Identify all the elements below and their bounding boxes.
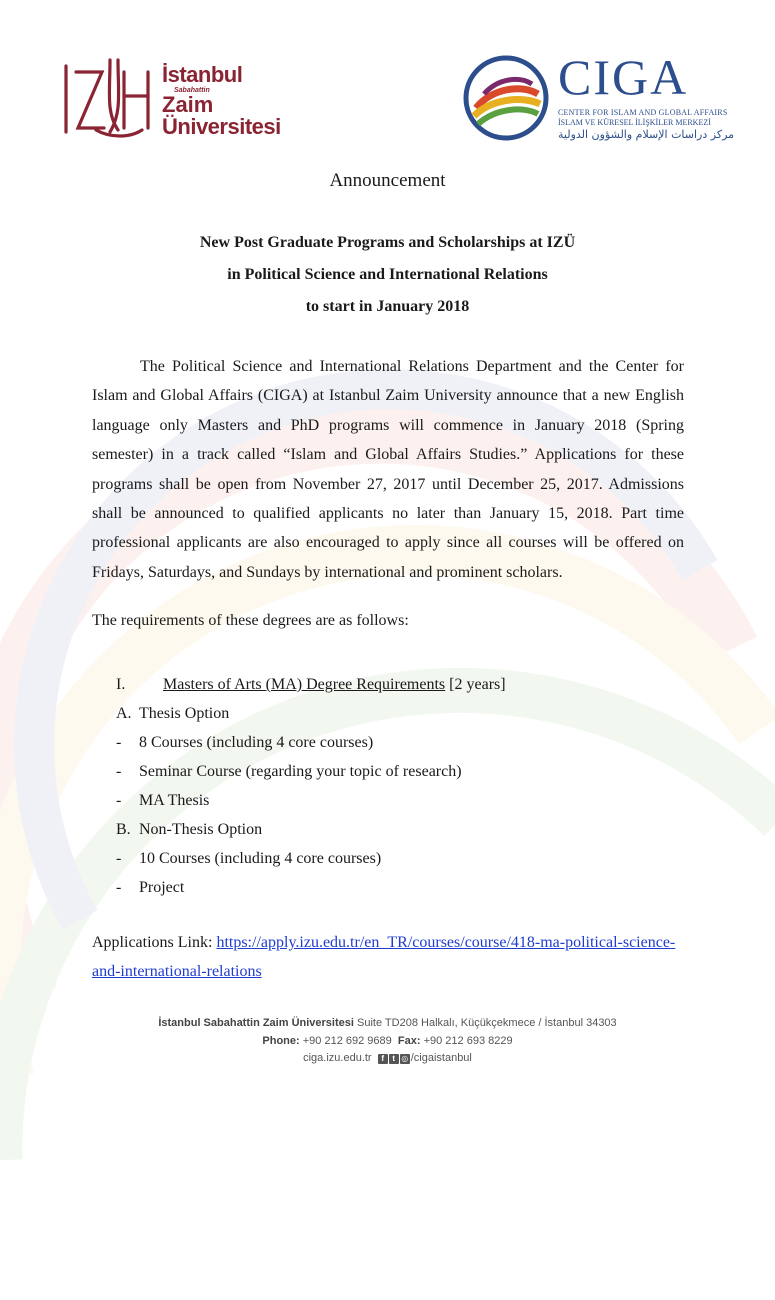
footer-phone-label: Phone: <box>262 1035 300 1047</box>
list-item <box>116 699 506 728</box>
list-item <box>116 844 506 873</box>
footer-org: İstanbul Sabahattin Zaim Üniversitesi <box>158 1017 354 1029</box>
list-item-text: Seminar Course (regarding your topic of research) <box>139 763 462 780</box>
ciga-globe-icon <box>462 54 550 142</box>
list-marker: - <box>116 763 122 780</box>
title-line-3: to start in January 2018 <box>305 298 470 315</box>
section-heading <box>116 670 506 699</box>
announcement-heading: Announcement <box>329 170 446 191</box>
footer-fax: +90 212 693 8229 <box>423 1035 513 1047</box>
requirements-list <box>116 670 506 902</box>
list-item <box>116 873 506 902</box>
twitter-icon[interactable]: t <box>389 1054 399 1064</box>
izu-name-line1: İstanbul <box>162 62 243 87</box>
list-marker: - <box>116 850 122 867</box>
list-item-text: Thesis Option <box>139 705 230 722</box>
list-item-text: 10 Courses (including 4 core courses) <box>139 850 382 867</box>
izu-wordmark <box>162 64 281 138</box>
ciga-logo <box>462 49 735 147</box>
social-icons <box>378 1052 411 1064</box>
ciga-subtitle-ar: مركز دراسات الإسلام والشؤون الدولية <box>558 128 735 141</box>
facebook-icon[interactable]: f <box>378 1054 388 1064</box>
footer-website[interactable]: ciga.izu.edu.tr <box>303 1052 372 1064</box>
announcement-body <box>92 352 684 587</box>
list-marker: - <box>116 734 122 751</box>
footer-address-line <box>0 1017 775 1029</box>
instagram-icon[interactable]: ◎ <box>401 1054 409 1064</box>
body-paragraph: The Political Science and International Relations Department and the Center for Islam and Global Affairs (CIGA) at Istanbul Zaim University announce that a new English language only Masters and PhD programs will commence in January 2018 (Spring semester) in a track called “Islam and Global Affairs Studies.” Applications for these programs shall be open from November 27, 2017 until December 25, 2017. Admissions shall be announced to qualified applicants no later than January 15, 2018. Part time professional applicants are also encouraged to apply since all courses will be offered on Fridays, Saturdays, and Sundays by international and prominent scholars. <box>92 358 684 581</box>
list-item <box>116 728 506 757</box>
ciga-subtitle-tr: İSLAM VE KÜRESEL İLİŞKİLER MERKEZİ <box>558 118 711 127</box>
applications-label: Applications Link: <box>92 934 217 951</box>
list-marker: A. <box>116 705 132 722</box>
footer-contact-line <box>0 1035 775 1047</box>
list-item-text: MA Thesis <box>139 792 210 809</box>
requirements-intro: The requirements of these degrees are as follows: <box>92 612 409 629</box>
applications-link[interactable]: https://apply.izu.edu.tr/en_TR/courses/course/418-ma-political-science-and-international-relations <box>92 934 676 980</box>
list-marker: - <box>116 879 122 896</box>
footer-social-handle[interactable]: /cigaistanbul <box>410 1052 472 1064</box>
izu-name-line2: Zaim <box>162 92 214 117</box>
izu-logo <box>60 52 300 142</box>
footer-web-line <box>0 1052 775 1064</box>
section-duration: [2 years] <box>449 676 506 693</box>
list-item <box>116 815 506 844</box>
section-marker: I. <box>116 676 126 693</box>
footer-address: Suite TD208 Halkalı, Küçükçekmece / İstanbul 34303 <box>357 1017 617 1029</box>
applications-section <box>92 928 692 986</box>
list-item-text: Non-Thesis Option <box>139 821 263 838</box>
izu-emblem-icon <box>60 52 155 142</box>
list-item <box>116 786 506 815</box>
ciga-subtitle-en: CENTER FOR ISLAM AND GLOBAL AFFAIRS <box>558 108 728 117</box>
list-item-text: 8 Courses (including 4 core courses) <box>139 734 374 751</box>
ciga-name: CIGA <box>558 49 689 105</box>
izu-name-line3: Üniversitesi <box>162 114 281 139</box>
title-line-1: New Post Graduate Programs and Scholarships at IZÜ <box>199 234 576 251</box>
list-item-text: Project <box>139 879 185 896</box>
section-title: Masters of Arts (MA) Degree Requirements <box>163 676 446 693</box>
list-item <box>116 757 506 786</box>
title-line-2: in Political Science and International Relations <box>227 266 548 283</box>
footer-phone: +90 212 692 9689 <box>302 1035 392 1047</box>
footer-fax-label: Fax: <box>397 1035 421 1047</box>
list-marker: - <box>116 792 122 809</box>
list-marker: B. <box>116 821 131 838</box>
izu-name-sub: Sabahattin <box>174 87 210 94</box>
